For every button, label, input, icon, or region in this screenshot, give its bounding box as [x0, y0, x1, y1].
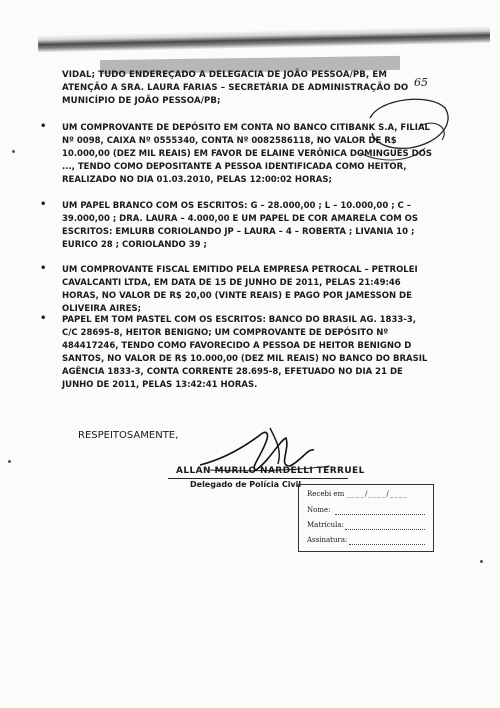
closing-salutation: RESPEITOSAMENTE, — [78, 430, 179, 441]
intro-paragraph: VIDAL; TUDO ENDEREÇADO A DELEGACIA DE JOÃO PESSOA/PB, EM ATENÇÃO A SRA. LAURA FARIAS – SECRETÁRIA DE ADMINISTRAÇÃO DO MUNICÍPIO DE JOÃO PESSOA/PB; — [62, 70, 409, 106]
signature-line — [168, 478, 348, 479]
signatory-name: ALLAN MURILO NARDELLI TERRUEL — [176, 466, 365, 476]
evidence-item-4: PAPEL EM TOM PASTEL COM OS ESCRITOS: BANCO DO BRASIL AG. 1833-3, C/C 28695-8, HEITOR BENIGNO; UM COMPROVANTE DE DEPÓSITO Nº 484417246, TENDO COMO FAVORECIDO A PESSOA DE HEITOR BENIGNO D SANTOS, NO VALOR DE R$ 10.000,00 (DEZ MIL REAIS) NO BANCO DO BRASIL AGÊNCIA 1833-3, CONTA CORRENTE 28.695-8, EFETUADO NO DIA 21 DE JUNHO DE 2011, PELAS 13:42:41 HORAS. — [62, 315, 428, 390]
signatory-title: Delegado de Polícia Civil — [190, 480, 302, 489]
received-label: Recebi em — [307, 490, 345, 498]
scan-speck — [12, 150, 15, 153]
registration-line — [345, 529, 425, 530]
received-date-field: ____/____/____ — [347, 490, 408, 498]
bullet-1: • — [40, 121, 47, 132]
bullet-3: • — [40, 263, 47, 274]
margin-note: 65 — [414, 76, 428, 89]
name-line — [335, 514, 425, 515]
scan-speck — [480, 560, 483, 563]
signature-label: Assinatura: — [307, 536, 348, 544]
name-label: Nome: — [307, 506, 331, 514]
signature-line-stamp — [349, 544, 425, 545]
receipt-stamp — [298, 484, 434, 552]
scan-speck — [8, 460, 11, 463]
scan-artifact-bar — [38, 25, 490, 52]
registration-label: Matrícula: — [307, 521, 344, 529]
bullet-2: • — [40, 199, 47, 210]
bullet-4: • — [40, 313, 47, 324]
evidence-item-3: UM COMPROVANTE FISCAL EMITIDO PELA EMPRESA PETROCAL – PETROLEI CAVALCANTI LTDA, EM DATA DE 15 DE JUNHO DE 2011, PELAS 21:49:46 HORAS, NO VALOR DE R$ 20,00 (VINTE REAIS) E PAGO POR JAMESSON DE OLIVEIRA AIRES; — [62, 265, 418, 314]
evidence-item-2: UM PAPEL BRANCO COM OS ESCRITOS: G – 28.000,00 ; L – 10.000,00 ; C – 39.000,00 ; DRA. LAURA – 4.000,00 E UM PAPEL DE COR AMARELA COM OS ESCRITOS: EMLURB CORIOLANDO JP – LAURA – 4 – ROBERTA ; LIVANIA 10 ; EURICO 28 ; CORIOLANDO 39 ; — [62, 201, 418, 250]
evidence-item-1: UM COMPROVANTE DE DEPÓSITO EM CONTA NO BANCO CITIBANK S.A, FILIAL Nº 0098, CAIXA Nº 0555340, CONTA Nº 0082586118, NO VALOR DE R$ 10.000,00 (DEZ MIL REAIS) EM FAVOR DE ELAINE VERÔNICA DOMINGUES DOS ..., TENDO COMO DEPOSITANTE A PESSOA IDENTIFICADA COMO HEITOR, REALIZADO NO DIA 01.03.2010, PELAS 12:00:02 HORAS; — [62, 123, 433, 185]
